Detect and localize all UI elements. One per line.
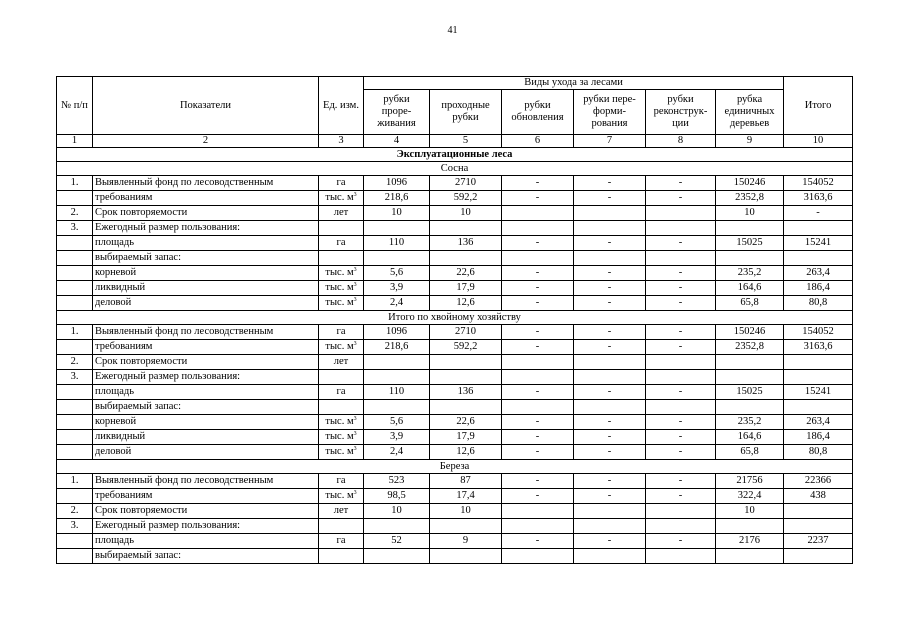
value-cell xyxy=(716,221,784,236)
table-row xyxy=(57,430,853,445)
table-row xyxy=(57,385,853,400)
value-cell: 2,4 xyxy=(364,296,430,311)
value-cell: 154052 xyxy=(784,176,853,191)
value-cell xyxy=(784,519,853,534)
row-label: выбираемый запас: xyxy=(93,400,319,415)
value-cell: 235,2 xyxy=(716,415,784,430)
row-unit xyxy=(319,400,364,415)
row-number xyxy=(57,385,93,400)
value-cell: - xyxy=(646,385,716,400)
value-cell: 80,8 xyxy=(784,445,853,460)
value-cell: 2,4 xyxy=(364,445,430,460)
value-cell: 22,6 xyxy=(430,266,502,281)
value-cell: 164,6 xyxy=(716,281,784,296)
value-cell: - xyxy=(502,489,574,504)
row-number xyxy=(57,236,93,251)
row-number xyxy=(57,415,93,430)
value-cell: 15241 xyxy=(784,385,853,400)
row-number xyxy=(57,281,93,296)
row-label: площадь xyxy=(93,385,319,400)
table-row xyxy=(57,400,853,415)
value-cell xyxy=(430,519,502,534)
value-cell: - xyxy=(646,340,716,355)
value-cell: - xyxy=(646,281,716,296)
value-cell: - xyxy=(574,296,646,311)
value-cell: 322,4 xyxy=(716,489,784,504)
value-cell xyxy=(646,519,716,534)
row-label: требованиям xyxy=(93,191,319,206)
value-cell: - xyxy=(784,206,853,221)
value-cell xyxy=(502,355,574,370)
row-label: Ежегодный размер пользования: xyxy=(93,221,319,236)
value-cell: - xyxy=(646,430,716,445)
value-cell: - xyxy=(502,385,574,400)
row-unit: лет xyxy=(319,355,364,370)
row-label: корневой xyxy=(93,266,319,281)
header-col-6: рубки обновления xyxy=(502,90,574,135)
row-label: требованиям xyxy=(93,489,319,504)
table-row xyxy=(57,176,853,191)
value-cell xyxy=(574,251,646,266)
subsection-row xyxy=(57,460,853,474)
subsection-row xyxy=(57,311,853,325)
row-label: деловой xyxy=(93,445,319,460)
value-cell: - xyxy=(574,325,646,340)
value-cell xyxy=(430,370,502,385)
value-cell: 17,4 xyxy=(430,489,502,504)
value-cell xyxy=(574,400,646,415)
value-cell: - xyxy=(502,474,574,489)
value-cell: 150246 xyxy=(716,176,784,191)
value-cell xyxy=(574,221,646,236)
row-unit: тыс. $м^3$ xyxy=(319,489,364,504)
value-cell: 5,6 xyxy=(364,266,430,281)
page-number: 41 xyxy=(447,25,458,36)
row-number: 1. xyxy=(57,325,93,340)
value-cell: - xyxy=(502,340,574,355)
table-row xyxy=(57,296,853,311)
value-cell: - xyxy=(574,489,646,504)
value-cell: 10 xyxy=(716,206,784,221)
row-label: площадь xyxy=(93,534,319,549)
header-col-5: проходные рубки xyxy=(430,90,502,135)
value-cell xyxy=(646,251,716,266)
value-cell: 218,6 xyxy=(364,340,430,355)
value-cell xyxy=(364,370,430,385)
header-total: Итого xyxy=(784,77,853,135)
value-cell xyxy=(784,251,853,266)
row-number xyxy=(57,251,93,266)
value-cell xyxy=(574,504,646,519)
value-cell xyxy=(502,221,574,236)
table-row xyxy=(57,504,853,519)
row-unit xyxy=(319,221,364,236)
value-cell: 12,6 xyxy=(430,445,502,460)
row-unit: га xyxy=(319,236,364,251)
value-cell: - xyxy=(574,430,646,445)
value-cell xyxy=(716,549,784,564)
value-cell: - xyxy=(646,445,716,460)
value-cell: - xyxy=(574,236,646,251)
value-cell: - xyxy=(574,445,646,460)
row-number: 3. xyxy=(57,370,93,385)
value-cell: - xyxy=(646,176,716,191)
value-cell xyxy=(574,370,646,385)
value-cell: - xyxy=(502,236,574,251)
value-cell: 10 xyxy=(430,206,502,221)
row-label: Выявленный фонд по лесоводственным xyxy=(93,474,319,489)
subsection-title: Итого по хвойному хозяйству xyxy=(57,311,853,325)
value-cell: 65,8 xyxy=(716,445,784,460)
row-unit xyxy=(319,370,364,385)
value-cell: 592,2 xyxy=(430,191,502,206)
value-cell xyxy=(646,206,716,221)
row-label: площадь xyxy=(93,236,319,251)
row-number: 1. xyxy=(57,474,93,489)
value-cell xyxy=(430,221,502,236)
value-cell: 5,6 xyxy=(364,415,430,430)
row-label: ликвидный xyxy=(93,430,319,445)
value-cell: 10 xyxy=(364,504,430,519)
value-cell: 592,2 xyxy=(430,340,502,355)
row-unit xyxy=(319,549,364,564)
value-cell: - xyxy=(574,474,646,489)
row-unit: тыс. $м^3$ xyxy=(319,191,364,206)
row-unit: га xyxy=(319,534,364,549)
value-cell xyxy=(716,370,784,385)
value-cell xyxy=(646,504,716,519)
row-number xyxy=(57,296,93,311)
row-number: 2. xyxy=(57,504,93,519)
table-row xyxy=(57,519,853,534)
header-col-8: рубки реконструк- ции xyxy=(646,90,716,135)
value-cell xyxy=(646,221,716,236)
value-cell: - xyxy=(574,266,646,281)
section-title: Эксплуатационные леса xyxy=(57,148,853,162)
value-cell xyxy=(574,355,646,370)
value-cell xyxy=(646,355,716,370)
row-number xyxy=(57,489,93,504)
table-row xyxy=(57,236,853,251)
row-number: 3. xyxy=(57,519,93,534)
value-cell: 52 xyxy=(364,534,430,549)
row-number xyxy=(57,430,93,445)
value-cell: 3163,6 xyxy=(784,191,853,206)
value-cell: - xyxy=(646,266,716,281)
value-cell xyxy=(502,519,574,534)
value-cell: 186,4 xyxy=(784,430,853,445)
value-cell: - xyxy=(646,474,716,489)
table-row xyxy=(57,534,853,549)
value-cell xyxy=(502,206,574,221)
value-cell: - xyxy=(502,176,574,191)
value-cell: 10 xyxy=(364,206,430,221)
value-cell: - xyxy=(502,266,574,281)
table-row xyxy=(57,206,853,221)
table-row xyxy=(57,281,853,296)
value-cell xyxy=(784,355,853,370)
value-cell: 9 xyxy=(430,534,502,549)
header-unit: Ед. изм. xyxy=(319,77,364,135)
value-cell: 110 xyxy=(364,236,430,251)
value-cell: 186,4 xyxy=(784,281,853,296)
row-number: 2. xyxy=(57,355,93,370)
value-cell xyxy=(716,400,784,415)
table-row xyxy=(57,445,853,460)
row-label: выбираемый запас: xyxy=(93,251,319,266)
value-cell xyxy=(364,519,430,534)
value-cell: - xyxy=(502,445,574,460)
subsection-title: Береза xyxy=(57,460,853,474)
table-row xyxy=(57,415,853,430)
value-cell: 65,8 xyxy=(716,296,784,311)
value-cell xyxy=(502,370,574,385)
table-row xyxy=(57,251,853,266)
row-unit: тыс. $м^3$ xyxy=(319,296,364,311)
row-unit: лет xyxy=(319,504,364,519)
row-unit: лет xyxy=(319,206,364,221)
value-cell xyxy=(502,549,574,564)
value-cell: 2176 xyxy=(716,534,784,549)
value-cell: - xyxy=(646,415,716,430)
row-label: Выявленный фонд по лесоводственным xyxy=(93,325,319,340)
table-row xyxy=(57,325,853,340)
forest-care-table xyxy=(56,76,853,564)
table-row xyxy=(57,549,853,564)
value-cell: 10 xyxy=(430,504,502,519)
table-row xyxy=(57,370,853,385)
row-unit: тыс. $м^3$ xyxy=(319,281,364,296)
table-row xyxy=(57,266,853,281)
value-cell: 3163,6 xyxy=(784,340,853,355)
value-cell: - xyxy=(646,325,716,340)
table-row xyxy=(57,474,853,489)
value-cell xyxy=(430,355,502,370)
value-cell: 154052 xyxy=(784,325,853,340)
value-cell xyxy=(574,206,646,221)
header-indicators: Показатели xyxy=(93,77,319,135)
row-label: корневой xyxy=(93,415,319,430)
table-row xyxy=(57,355,853,370)
value-cell xyxy=(364,221,430,236)
row-unit: га xyxy=(319,176,364,191)
column-numbers-row: 1 2 3 4 5 6 7 8 9 10 xyxy=(57,135,853,148)
value-cell: - xyxy=(574,340,646,355)
value-cell xyxy=(364,251,430,266)
value-cell: 10 xyxy=(716,504,784,519)
value-cell: 235,2 xyxy=(716,266,784,281)
value-cell: 136 xyxy=(430,385,502,400)
value-cell xyxy=(784,221,853,236)
value-cell: 1096 xyxy=(364,325,430,340)
value-cell xyxy=(364,400,430,415)
row-unit: тыс. $м^3$ xyxy=(319,266,364,281)
row-label: выбираемый запас: xyxy=(93,549,319,564)
value-cell: 263,4 xyxy=(784,266,853,281)
row-unit: тыс. $м^3$ xyxy=(319,430,364,445)
row-unit: га xyxy=(319,385,364,400)
row-label: Ежегодный размер пользования: xyxy=(93,519,319,534)
row-unit xyxy=(319,519,364,534)
value-cell: 2237 xyxy=(784,534,853,549)
row-number xyxy=(57,191,93,206)
value-cell xyxy=(784,370,853,385)
table-row xyxy=(57,191,853,206)
value-cell: - xyxy=(502,191,574,206)
header-col-4: рубки проре- живания xyxy=(364,90,430,135)
row-unit: тыс. $м^3$ xyxy=(319,340,364,355)
row-label: требованиям xyxy=(93,340,319,355)
value-cell: - xyxy=(502,534,574,549)
value-cell xyxy=(502,504,574,519)
value-cell xyxy=(646,370,716,385)
value-cell: 21756 xyxy=(716,474,784,489)
subsection-title: Сосна xyxy=(57,162,853,176)
value-cell: - xyxy=(574,385,646,400)
value-cell xyxy=(716,251,784,266)
value-cell: 15241 xyxy=(784,236,853,251)
row-number: 2. xyxy=(57,206,93,221)
value-cell xyxy=(430,251,502,266)
table-row xyxy=(57,340,853,355)
value-cell: 22366 xyxy=(784,474,853,489)
value-cell xyxy=(364,355,430,370)
value-cell: 17,9 xyxy=(430,281,502,296)
value-cell xyxy=(646,549,716,564)
row-number xyxy=(57,400,93,415)
row-number: 1. xyxy=(57,176,93,191)
row-unit: тыс. $м^3$ xyxy=(319,415,364,430)
row-unit xyxy=(319,251,364,266)
value-cell xyxy=(430,400,502,415)
value-cell: - xyxy=(574,176,646,191)
row-label: Срок повторяемости xyxy=(93,206,319,221)
section-row xyxy=(57,148,853,162)
value-cell: 2352,8 xyxy=(716,191,784,206)
value-cell: 12,6 xyxy=(430,296,502,311)
value-cell xyxy=(716,519,784,534)
row-number xyxy=(57,534,93,549)
value-cell xyxy=(716,355,784,370)
value-cell: 15025 xyxy=(716,385,784,400)
row-unit: тыс. $м^3$ xyxy=(319,445,364,460)
value-cell xyxy=(430,549,502,564)
value-cell: 2710 xyxy=(430,176,502,191)
value-cell: 523 xyxy=(364,474,430,489)
row-label: Срок повторяемости xyxy=(93,355,319,370)
header-num: № п/п xyxy=(57,77,93,135)
value-cell: - xyxy=(574,281,646,296)
value-cell: 15025 xyxy=(716,236,784,251)
value-cell: - xyxy=(574,415,646,430)
value-cell: 136 xyxy=(430,236,502,251)
value-cell: - xyxy=(646,489,716,504)
row-label: ликвидный xyxy=(93,281,319,296)
value-cell: 98,5 xyxy=(364,489,430,504)
table-row xyxy=(57,221,853,236)
value-cell: 3,9 xyxy=(364,430,430,445)
subsection-row xyxy=(57,162,853,176)
value-cell: - xyxy=(502,430,574,445)
header-col-7: рубки пере- форми- рования xyxy=(574,90,646,135)
value-cell: 164,6 xyxy=(716,430,784,445)
row-number xyxy=(57,266,93,281)
value-cell xyxy=(574,519,646,534)
value-cell: 22,6 xyxy=(430,415,502,430)
value-cell: 80,8 xyxy=(784,296,853,311)
header-care-types: Виды ухода за лесами xyxy=(364,77,784,90)
row-label: Выявленный фонд по лесоводственным xyxy=(93,176,319,191)
row-number xyxy=(57,340,93,355)
value-cell: 263,4 xyxy=(784,415,853,430)
value-cell: 1096 xyxy=(364,176,430,191)
value-cell xyxy=(646,400,716,415)
value-cell xyxy=(784,504,853,519)
value-cell: 2710 xyxy=(430,325,502,340)
row-label: Ежегодный размер пользования: xyxy=(93,370,319,385)
value-cell xyxy=(784,549,853,564)
value-cell: 150246 xyxy=(716,325,784,340)
value-cell: 2352,8 xyxy=(716,340,784,355)
row-unit: га xyxy=(319,325,364,340)
value-cell xyxy=(574,549,646,564)
value-cell: - xyxy=(502,415,574,430)
value-cell: - xyxy=(502,281,574,296)
row-unit: га xyxy=(319,474,364,489)
value-cell: - xyxy=(502,325,574,340)
row-number: 3. xyxy=(57,221,93,236)
value-cell: - xyxy=(502,296,574,311)
header-col-9: рубка единичных деревьев xyxy=(716,90,784,135)
value-cell: 110 xyxy=(364,385,430,400)
row-label: Срок повторяемости xyxy=(93,504,319,519)
value-cell: - xyxy=(646,296,716,311)
value-cell xyxy=(502,251,574,266)
value-cell: 3,9 xyxy=(364,281,430,296)
value-cell: 438 xyxy=(784,489,853,504)
table-row xyxy=(57,489,853,504)
value-cell xyxy=(502,400,574,415)
value-cell: - xyxy=(646,191,716,206)
value-cell: 87 xyxy=(430,474,502,489)
value-cell: - xyxy=(574,191,646,206)
row-number xyxy=(57,549,93,564)
value-cell: - xyxy=(646,236,716,251)
value-cell: 218,6 xyxy=(364,191,430,206)
value-cell: - xyxy=(574,534,646,549)
value-cell xyxy=(364,549,430,564)
value-cell: - xyxy=(646,534,716,549)
value-cell xyxy=(784,400,853,415)
row-label: деловой xyxy=(93,296,319,311)
value-cell: 17,9 xyxy=(430,430,502,445)
row-number xyxy=(57,445,93,460)
